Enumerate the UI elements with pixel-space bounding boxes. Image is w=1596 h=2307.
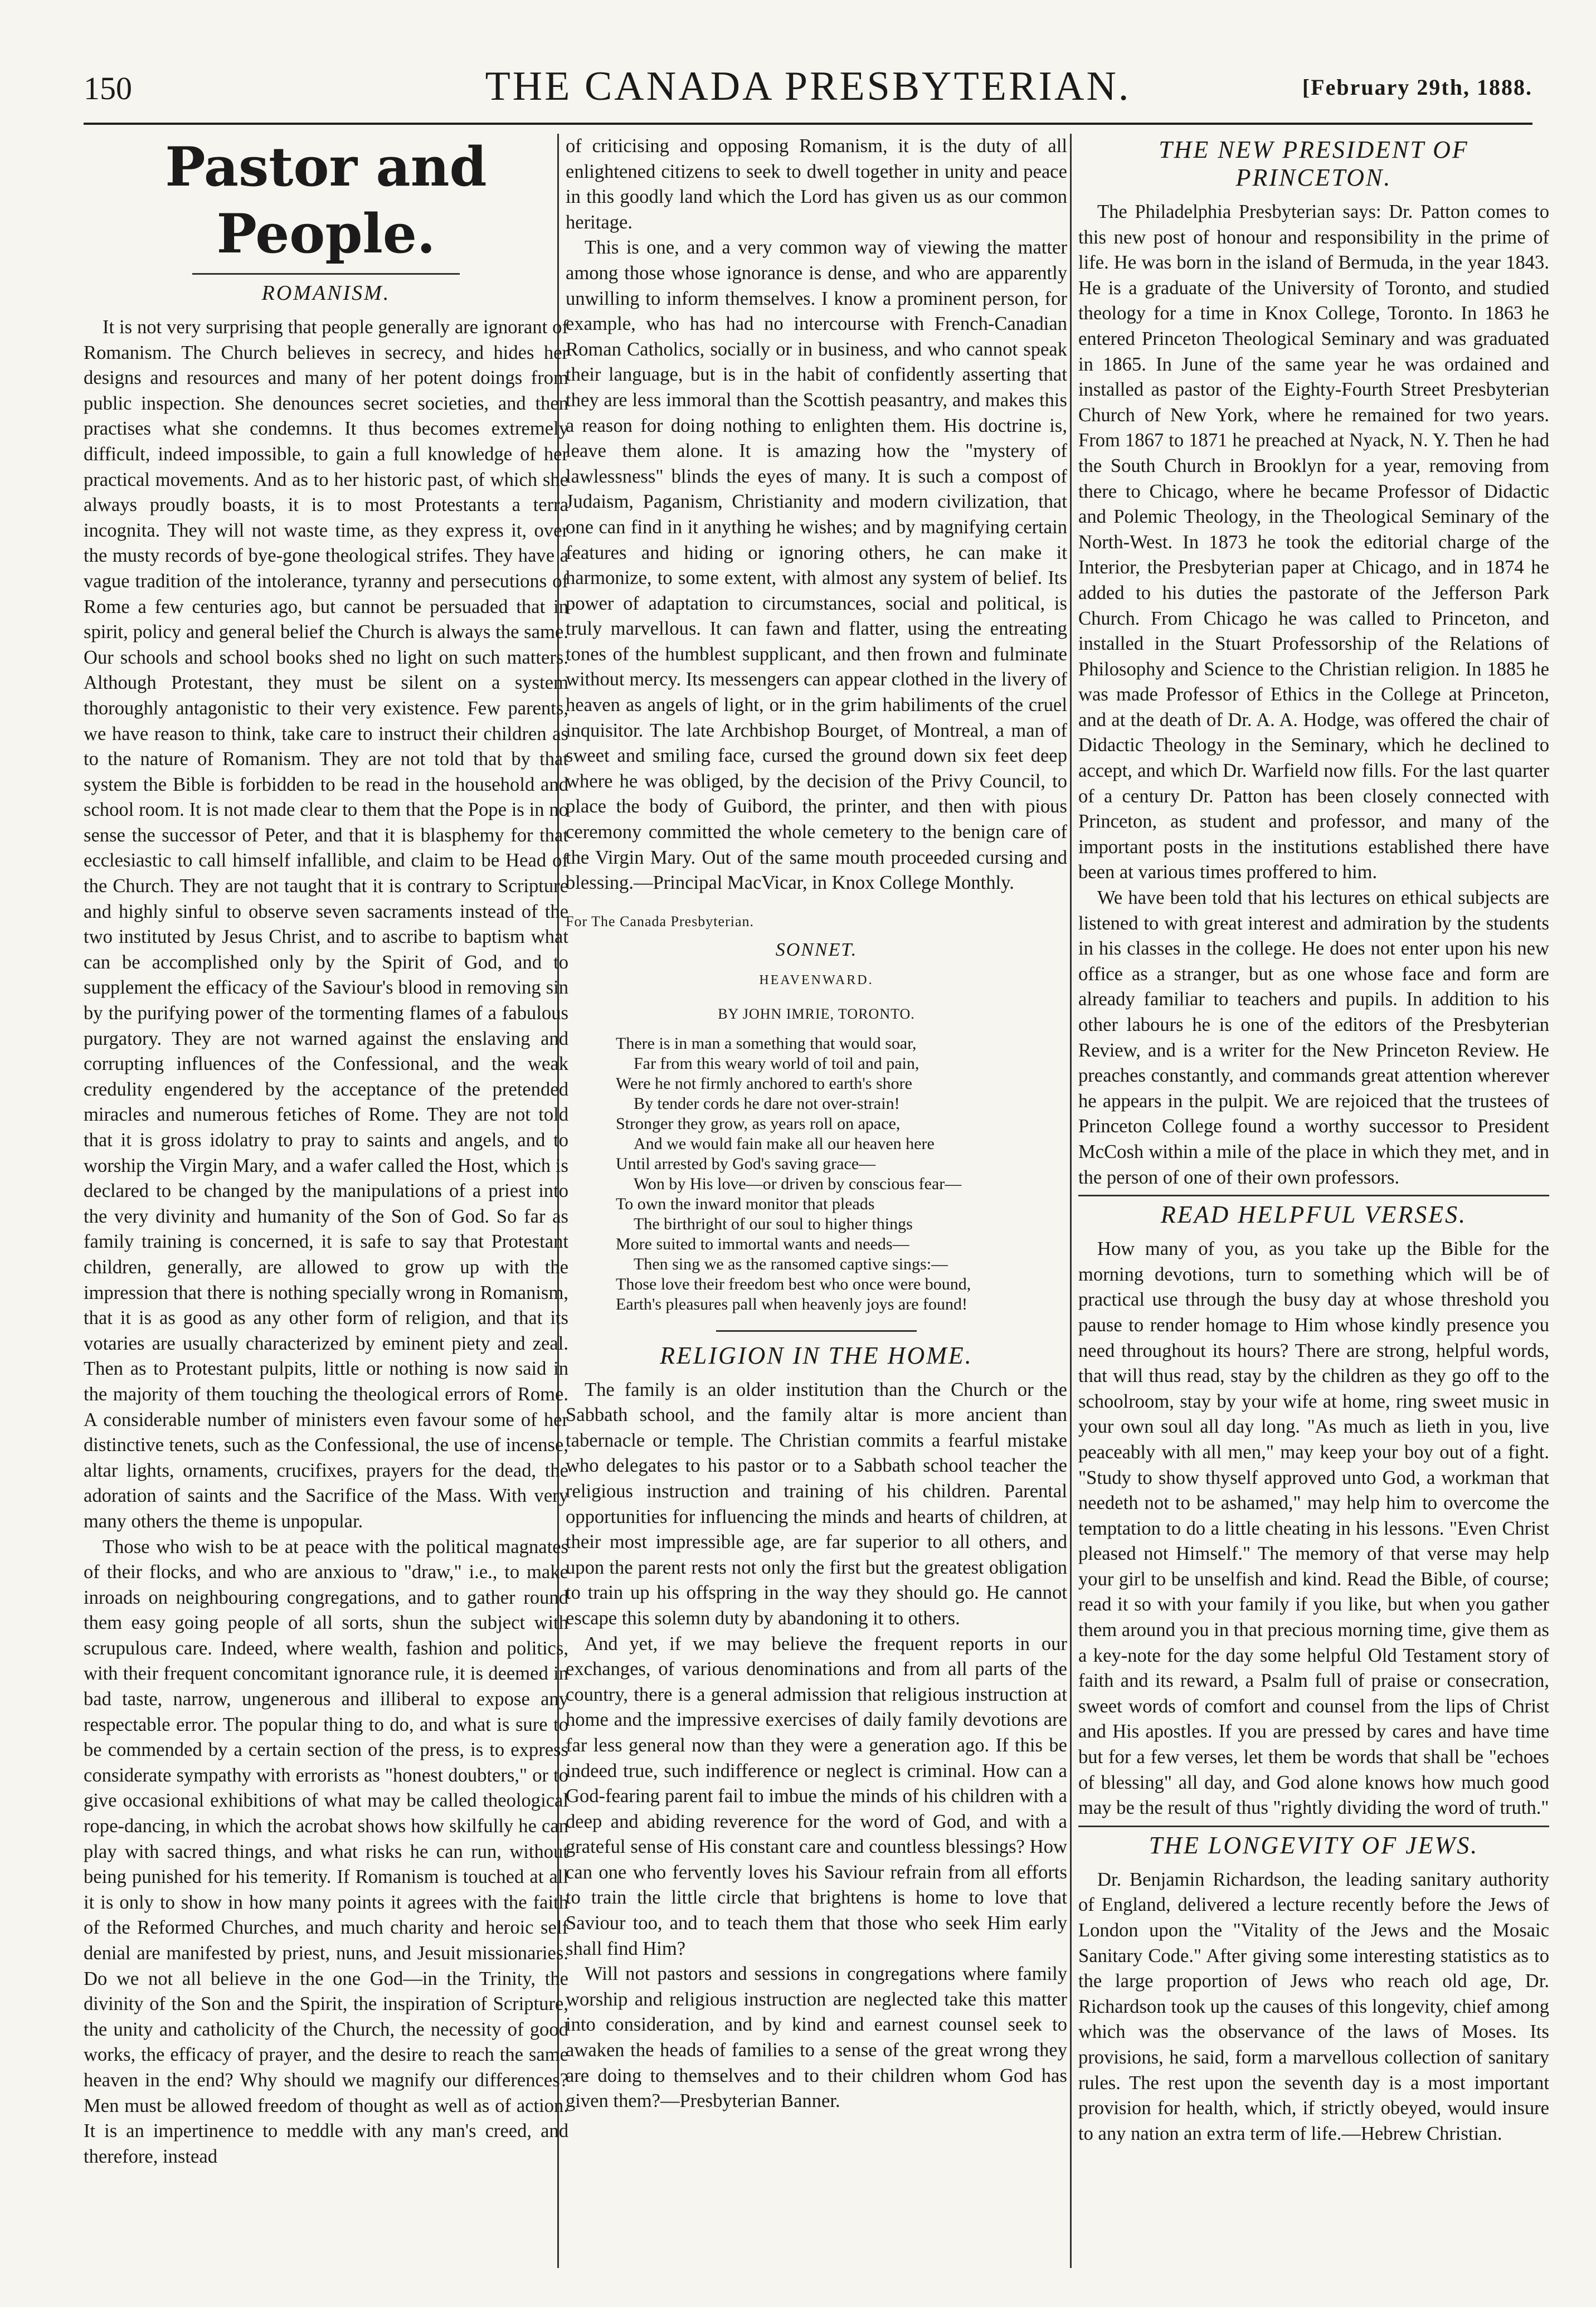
poem-line: Won by His love—or driven by conscious fear— [634, 1174, 962, 1193]
section-rule [716, 1330, 917, 1332]
article-paragraph: How many of you, as you take up the Bible for the morning devotions, turn to something which will be of practical use through the busy day at whose threshold you pause to render homage to Him whose kindly presence you need throughout its hours? There are strong, helpful words, that will thus read, stay by the children as they go off to the schoolroom, stay by your wife at home, ring sweet music in your own soul all day long. "As much as lieth in you, live peaceably with all men," may keep your boy out of a fight. "Study to show thyself approved unto God, a workman that needeth not to be ashamed," may help him to overcome the temptation to do a little cheating in his lessons. "Even Christ pleased not Himself." The memory of that verse may help your girl to be unselfish and kind. Read the Bible, of course; read it so with your family if you like, but when you gather them around you in that precious morning time, give them as a key-note for the day some helpful Old Testament story of faith and its reward, a Psalm full of praise or consecration, sweet words of comfort and counsel from the lips of Christ and His apostles. If you are pressed by cares and have time but for a few verses, let them be words that shall be "echoes of blessing" all day, and God alone knows how much good may be the result of thus "rightly dividing the word of truth." [1078, 1238, 1549, 1819]
article-paragraph: We have been told that his lectures on ethical subjects are listened to with great interest and admiration by the students in his classes in the college. He does not enter upon his new office as a stranger, but as one whose face and form are already familiar to teachers and pupils. In addition to his other labours he is one of the editors of the Presbyterian Review, and is a writer for the New Princeton Review. He preaches constantly, and commands great attention wherever he appears in the pulpit. We are rejoiced that the trustees of Princeton College found a worthy successor to President McCosh within a mile of the place in which they met, and in the person of one of their own professors. [1078, 887, 1549, 1188]
article-paragraph: The family is an older institution than the Church or the Sabbath school, and the family altar is more ancient than tabernacle or temple. The Christian commits a fearful mistake who delegates to his pastor or to a Sabbath school teacher the religious instruction and training of his children. Parental opportunities for influencing the minds and hearts of children, at their most impressible age, are far superior to all others, and upon the parent rests not only the first but the greatest obligation to train up his offspring in the way they should go. He cannot escape this solemn duty by abandoning it to others. [566, 1379, 1067, 1629]
section-rule [1078, 1826, 1549, 1827]
article-paragraph: Dr. Benjamin Richardson, the leading sanitary authority of England, delivered a lecture recently before the Jews of London upon the "Vitality of the Jews and the Mosaic Sanitary Code." After giving some interesting statistics as to the large proportion of Jews who reach old age, Dr. Richardson took up the causes of this longevity, chief among which was the observance of the laws of Moses. Its provisions, he said, form a marvellous collection of sanitary rules. The rest upon the seventh day is a most important provision for health, which, if strictly obeyed, would insure to any nation an extra term of life.—Hebrew Christian. [1078, 1868, 1549, 2144]
column-3 [1078, 134, 1549, 2268]
section-rule [192, 273, 460, 275]
sonnet-subtitle: HEAVENWARD. [759, 973, 874, 988]
article-title-religion-in-home: RELIGION IN THE HOME. [660, 1341, 973, 1369]
article-paragraph: Will not pastors and sessions in congregations where family worship and religious instruction are neglected take this matter into consideration, and by kind and earnest counsel seek to awaken the heads of families to a sense of the great wrong they are doing to themselves and to their children whom God has given them?—Presbyterian Banner. [566, 1963, 1067, 2112]
poem-line: Then sing we as the ransomed captive sings:— [634, 1254, 948, 1273]
issue-date: [February 29th, 1888. [1302, 75, 1532, 100]
poem-line: Stronger they grow, as years roll on apace, [616, 1114, 901, 1133]
poem-line: And we would fain make all our heaven here [634, 1134, 935, 1153]
page-header [84, 59, 1532, 120]
article-paragraph: The Philadelphia Presbyterian says: Dr. Patton comes to this new post of honour and responsibility in the prime of life. He was born in the island of Bermuda, in the year 1843. He is a graduate of the University of Toronto, and studied theology for a time in Knox College, Toronto. In 1863 he entered Princeton Theological Seminary and was graduated in 1865. In June of the same year he was ordained and installed as pastor of the Eighty-Fourth Street Presbyterian Church of New York, where he remained for two years. From 1867 to 1871 he preached at Nyack, N. Y. Then he had the South Church in Brooklyn for a year, removing from there to Chicago, where he became Professor of Didactic and Polemic Theology, in the Theological Seminary of the North-West. In 1873 he took the editorial charge of the Interior, the Presbyterian paper at Chicago, and in 1874 he added to his duties the pastorate of the Jefferson Park Church. From Chicago he was called to Princeton, and installed in the Stuart Professorship of the Relations of Philosophy and Science to the Christian religion. In 1885 he was made Professor of Ethics in the College at Princeton, and at the death of Dr. A. A. Hodge, was offered the chair of Didactic Theology in the Seminary, which he declined to accept, and which Dr. Warfield now fills. For the last quarter of a century Dr. Patton has been closely connected with Princeton, as student and professor, and many of the important posts in the institutions established there have been at various times proffered to him. [1078, 201, 1549, 883]
article-title-romanism: ROMANISM. [261, 281, 391, 305]
poem-line: To own the inward monitor that pleads [616, 1194, 875, 1213]
header-rule [84, 123, 1532, 125]
column-divider [1070, 134, 1072, 2268]
department-heading: Pastor and People. [165, 135, 487, 265]
poem-line: The birthright of our soul to higher things [634, 1214, 913, 1233]
column-1 [84, 134, 568, 2268]
poem-line: Those love their freedom best who once were bound, [616, 1274, 971, 1293]
article-paragraph: This is one, and a very common way of viewing the matter among those whose ignorance is dense, and who are apparently unwilling to inform themselves. I know a prominent person, for example, who has had no intercourse with French-Canadian Roman Catholics, socially or in business, and who cannot speak their language, but is in the habit of confidently asserting that they are less immoral than the Scottish peasantry, and makes this a reason for doing nothing to enlighten them. His doctrine is, leave them alone. It is amazing how the "mystery of lawlessness" blinds the eyes of many. It is such a compost of Judaism, Paganism, Christianity and modern civilization, that one can find in it anything he wishes; and by magnifying certain features and hiding or ignoring others, he can make it harmonize, to some extent, with almost any system of belief. Its power of adaptation to circumstances, social and political, is truly marvellous. It can fawn and flatter, using the entreating tones of the humblest supplicant, and then frown and fulminate without mercy. Its messengers can appear clothed in the livery of heaven as angels of light, or in the grim habiliments of the cruel inquisitor. The late Archbishop Bourget, of Montreal, a man of sweet and smiling face, cursed the ground down six feet deep where he was obliged, by the decision of the Privy Council, to place the body of Guibord, the printer, and then with pious ceremony committed the whole cemetery to the benign care of the Virgin Mary. Out of the same mouth proceeded cursing and blessing.—Principal MacVicar, in Knox College Monthly. [566, 237, 1067, 894]
sonnet-byline: BY JOHN IMRIE, TORONTO. [718, 1006, 915, 1022]
masthead: THE CANADA PRESBYTERIAN. [485, 64, 1131, 109]
sonnet-credit: For The Canada Presbyterian. [566, 913, 754, 929]
article-paragraph: of criticising and opposing Romanism, it is the duty of all enlightened citizens to seek to dwell together in unity and peace in this goodly land which the Lord has given us as our common heritage. [566, 135, 1067, 233]
section-rule [1078, 1195, 1549, 1196]
poem-line: More suited to immortal wants and needs— [616, 1234, 909, 1253]
article-title-new-president: THE NEW PRESIDENT OF PRINCETON. [1159, 136, 1469, 191]
page-number: 150 [84, 70, 132, 106]
article-paragraph: It is not very surprising that people generally are ignorant of Romanism. The Church believes in secrecy, and hides her designs and resources and many of her potent doings from public inspection. She denounces secret societies, and then practises what she condemns. It thus becomes extremely difficult, indeed impossible, to gain a full knowledge of her practical movements. And as to her historic past, of which she always proudly boasts, it is to most Protestants a terra incognita. They will not waste time, as they express it, over the musty records of bye-gone theological strifes. They have a vague tradition of the intolerance, tyranny and persecutions of Rome a few centuries ago, but cannot be persuaded that in spirit, policy and general belief the Church is always the same. Our schools and school books shed no light on such matters. Although Protestant, they must be silent on a system thoroughly antagonistic to their very existence. Few parents, we have reason to think, take care to instruct their children as to the nature of Romanism. They are not told that by that system the Bible is forbidden to be read in the household and school room. It is not made clear to them that the Pope is in no sense the successor of Peter, and that it is blasphemy for that ecclesiastic to call himself infallible, and claim to be Head of the Church. They are not taught that it is contrary to Scripture and highly sinful to observe seven sacraments instead of the two instituted by Jesus Christ, and to ascribe to baptism what can be accomplished only by the Spirit of God, and to supplement the efficacy of the Saviour's blood in removing sin by the purifying power of the tormenting flames of a fabulous purgatory. They are not warned against the enslaving and corrupting influences of the Confessional, and the weak credulity engendered by the acceptance of the pretended miracles and numerous fetiches of Rome. They are not told that it is gross idolatry to pray to saints and angels, and to worship the Virgin Mary, and a wafer called the Host, which is declared to be changed by the manipulations of a priest into the very divinity and humanity of the Son of God. So far as family training is concerned, it is safe to say that Protestant children, generally, are allowed to grow up with the impression that there is nothing specially wrong in Romanism, that it is as good as any other form of religion, and that its votaries are usually characterized by eminent piety and zeal. Then as to Protestant pulpits, little or nothing is now said in the majority of them touching the theological errors of Rome. A considerable number of ministers even favour some of her distinctive tenets, such as the Confessional, the use of incense, altar lights, ornaments, crucifixes, prayers for the dead, the adoration of saints and the Sacrifice of the Mass. With very many others the theme is unpopular. [84, 317, 568, 1532]
article-title-longevity-of-jews: THE LONGEVITY OF JEWS. [1149, 1831, 1479, 1859]
sonnet-title: SONNET. [775, 939, 858, 960]
article-title-helpful-verses: READ HELPFUL VERSES. [1160, 1201, 1467, 1229]
poem-line: Earth's pleasures pall when heavenly joys are found! [616, 1294, 968, 1313]
poem-line: Far from this weary world of toil and pain, [634, 1054, 919, 1073]
column-2 [566, 134, 1067, 2268]
poem-line: Until arrested by God's saving grace— [616, 1154, 876, 1173]
article-paragraph: Those who wish to be at peace with the political magnates of their flocks, and who are anxious to "draw," i.e., to make inroads on neighbouring congregations, and to gather round them easy going people of all sorts, shun the subject with scrupulous care. Indeed, where wealth, fashion and politics, with their frequent concomitant ignorance rule, it is deemed in bad taste, narrow, ungenerous and illiberal to expose any respectable error. The popular thing to do, and what is sure to be commended by a certain section of the press, is to express considerate sympathy with errorists as "honest doubters," or to give occasional exhibitions of what may be called theological rope-dancing, in which the acrobat shows how skilfully he can play with sacred things, and what risks he can run, without being punished for his temerity. If Romanism is touched at all it is only to show in how many points it agrees with the faith of the Reformed Churches, and much charity and heroic self denial are manifested by priest, nuns, and Jesuit missionaries. Do we not all believe in the one God—in the Trinity, the divinity of the Son and the Spirit, the inspiration of Scripture, the unity and catholicity of the Church, the necessity of good works, the efficacy of prayer, and the desire to reach the same heaven in the end? Why should we magnify our differences? Men must be allowed freedom of thought as well as of action. It is an impertinence to meddle with any man's creed, and therefore, instead [84, 1536, 568, 2167]
poem-line: There is in man a something that would soar, [616, 1034, 917, 1053]
article-paragraph: And yet, if we may believe the frequent reports in our exchanges, of various denominations and from all parts of the country, there is a general admission that religious instruction at home and the impressive exercises of daily family devotions are far less general now than they were a generation ago. If this be indeed true, such indifference or neglect is criminal. How can a God-fearing parent fail to imbue the minds of his children with a deep and abiding reverence for the word of God, and with a grateful sense of His constant care and countless blessings? How can one who fervently loves his Saviour refrain from all efforts to train the little circle that brightens is home to love that Saviour too, and to teach them that those who seek Him early shall find Him? [566, 1633, 1067, 1959]
poem-line: Were he not firmly anchored to earth's shore [616, 1074, 912, 1093]
poem-line: By tender cords he dare not over-strain! [634, 1094, 900, 1113]
sonnet-poem [616, 1034, 1028, 1315]
